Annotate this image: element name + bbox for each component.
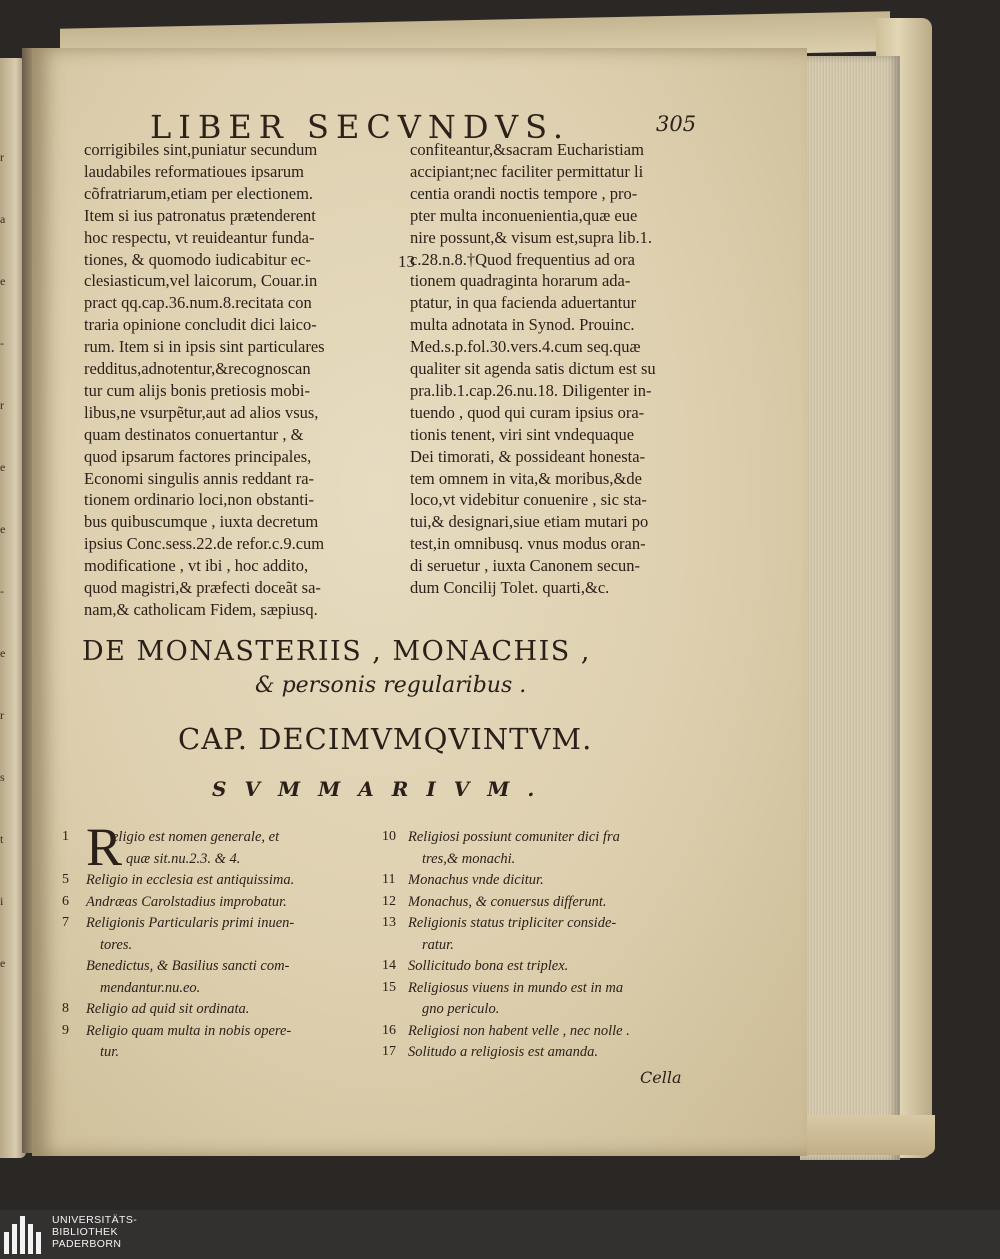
left-column-line: quod ipsarum factores principales, <box>84 446 312 466</box>
summary-entry-number: 15 <box>382 979 396 995</box>
right-column-line: test,in omnibusq. vnus modus oran- <box>410 534 646 554</box>
summary-entry-text: Sollicitudo bona est triplex. <box>408 958 569 974</box>
right-column-line: multa adnotata in Synod. Prouinc. <box>410 315 635 335</box>
right-column-line: Med.s.p.fol.30.vers.4.cum seq.quæ <box>410 337 641 357</box>
library-footer-bar <box>0 1210 1000 1259</box>
summary-entry-text: Solitudo a religiosis est amanda. <box>408 1044 598 1060</box>
summary-entry-number: 7 <box>62 915 69 930</box>
right-column-line: pra.lib.1.cap.26.nu.18. Diligenter in- <box>410 380 652 400</box>
left-column-line: tur cum alijs bonis pretiosis mobi- <box>84 380 310 400</box>
left-page-fragment: e <box>0 460 6 474</box>
right-column-line: centia orandi noctis tempore , pro- <box>410 183 638 203</box>
chapter-title: CAP. DECIMVMQVINTVM. <box>178 722 593 756</box>
left-column-line: rum. Item si in ipsis sint particulares <box>84 337 325 357</box>
summary-entry-number: 13 <box>382 915 396 930</box>
summary-entry-text: Monachus vnde dicitur. <box>408 872 544 888</box>
summary-entry-number: 5 <box>62 872 69 887</box>
summary-entry-text: Religio ad quid sit ordinata. <box>86 1001 250 1017</box>
left-column-line: laudabiles reformatioues ipsarum <box>84 161 304 181</box>
right-column-line: c.28.n.8.†Quod frequentius ad ora <box>410 249 635 269</box>
right-column-line: confiteantur,&sacram Eucharistiam <box>410 140 644 159</box>
summary-entry-text: tores. <box>100 936 133 953</box>
right-column-line: accipiant;nec faciliter permittatur li <box>410 161 644 181</box>
left-page-fragment: a <box>0 212 6 226</box>
summary-entry-text: Religiosi non habent velle , nec nolle . <box>408 1022 630 1039</box>
left-column-line: quod magistri,& præfecti doceãt sa- <box>84 578 321 597</box>
summary-entry-text: mendantur.nu.eo. <box>100 979 201 996</box>
left-page-fragment: t <box>0 832 4 846</box>
section-subheading: & personis regularibus . <box>255 673 527 698</box>
left-column-line: Economi singulis annis reddant ra- <box>84 468 315 488</box>
summary-entry-text: Religio quam multa in nobis opere- <box>86 1022 292 1039</box>
left-column-line: quam destinatos conuertantur , & <box>84 424 304 444</box>
right-column-line: nire possunt,& visum est,supra lib.1. <box>410 227 652 247</box>
summary-entry-text: tres,& monachi. <box>422 850 516 867</box>
summary-entry-number: 12 <box>382 893 396 909</box>
summary-entry-number: 14 <box>382 958 396 973</box>
left-column-line: traria opinione concludit dici laico- <box>84 315 317 335</box>
summary-entry-text: Religio in ecclesia est antiquissima. <box>86 872 295 888</box>
left-page-fragment: - <box>0 584 4 598</box>
drop-cap: R <box>86 817 123 877</box>
library-logo-icon <box>4 1216 42 1254</box>
left-column-line: bus quibuscumque , iuxta decretum <box>84 512 319 532</box>
right-column-line: Dei timorati, & possideant honesta- <box>410 446 646 466</box>
summary-entry-number: 8 <box>62 1001 69 1016</box>
right-column-line: dum Concilij Tolet. quarti,&c. <box>410 578 610 597</box>
right-column-line: tem omnem in vita,& moribus,&de <box>410 468 642 488</box>
left-page-fragment: r <box>0 150 4 164</box>
logo-text-line: PADERBORN <box>52 1238 122 1250</box>
left-column-line: nam,& catholicam Fidem, sæpiusq. <box>84 599 318 619</box>
running-head: LIBER SECVNDVS. <box>150 108 571 146</box>
summary-entry-number: 10 <box>382 829 396 844</box>
summary-entry-text: Benedictus, & Basilius sancti com- <box>86 958 290 974</box>
summary-entry-text: Monachus, & conuersus differunt. <box>408 893 607 910</box>
left-column-line: hoc respectu, vt reuideantur funda- <box>84 227 315 247</box>
right-column-line: tionis tenent, viri sint vndequaque <box>410 424 635 444</box>
left-page-fragment: - <box>0 336 4 350</box>
right-column-line: tionem quadraginta horarum ada- <box>410 271 631 291</box>
logo-text-line: BIBLIOTHEK <box>52 1226 118 1238</box>
summary-entry-text: quæ sit.nu.2.3. & 4. <box>126 850 241 867</box>
left-column-line: libus,ne vsurpẽtur,aut ad alios vsus, <box>84 402 319 422</box>
left-page-fragment: e <box>0 522 6 536</box>
left-page-fragment: i <box>0 894 4 908</box>
left-column-line: tionem ordinario loci,non obstanti- <box>84 490 315 510</box>
left-column-line: redditus,adnotentur,&recognoscan <box>84 359 311 378</box>
left-column-line: corrigibiles sint,puniatur secundum <box>84 140 318 159</box>
summary-entry-text: Religionis status tripliciter conside- <box>408 915 617 931</box>
summary-entry-number: 11 <box>382 872 396 887</box>
summary-entry-text: gno periculo. <box>422 1001 500 1017</box>
summary-entry-number: 6 <box>62 893 69 909</box>
section-heading: DE MONASTERIIS , MONACHIS , <box>82 636 591 667</box>
right-column-line: di seruetur , iuxta Canonem secun- <box>410 556 641 576</box>
summary-entry-number: 1 <box>62 829 69 844</box>
summary-entry-text: tur. <box>100 1044 119 1060</box>
summary-entry-text: eligio est nomen generale, et <box>112 829 280 845</box>
summary-title: SVMMARIVM. <box>212 777 553 801</box>
left-page-fragment: r <box>0 708 4 722</box>
logo-text-line: UNIVERSITÄTS- <box>52 1214 138 1226</box>
left-column-line: modificatione , vt ibi , hoc addito, <box>84 556 309 576</box>
summary-entry-text: Religiosus viuens in mundo est in ma <box>408 979 624 996</box>
summary-entry-text: ratur. <box>422 936 454 953</box>
catchword: Cella <box>640 1068 682 1087</box>
left-column-line: clesiasticum,vel laicorum, Couar.in <box>84 271 318 291</box>
left-column-line: Item si ius patronatus prætenderent <box>84 205 316 225</box>
left-page-fragment: s <box>0 770 5 784</box>
summary-entry-text: Religionis Particularis primi inuen- <box>86 915 295 931</box>
left-page-fragment: r <box>0 398 4 412</box>
summary-entry-number: 9 <box>62 1022 69 1038</box>
right-column-line: tui,& designari,siue etiam mutari po <box>410 512 649 532</box>
summary-entry-text: Andræas Carolstadius improbatur. <box>86 893 287 910</box>
left-column-line: cõfratriarum,etiam per electionem. <box>84 183 314 203</box>
left-column-line: pract qq.cap.36.num.8.recitata con <box>84 293 312 313</box>
left-page-fragment: e <box>0 956 6 970</box>
summary-entry-text: Religiosi possiunt comuniter dici fra <box>408 829 620 845</box>
right-column-line: tuendo , quod qui curam ipsius ora- <box>410 402 645 422</box>
left-page-fragment: e <box>0 646 6 660</box>
summary-entry-number: 16 <box>382 1022 396 1038</box>
right-column-line: loco,vt videbitur conuenire , sic sta- <box>410 490 647 510</box>
margin-note-number: 13 <box>398 252 415 271</box>
left-column-line: tiones, & quomodo iudicabitur ec- <box>84 249 311 269</box>
right-column-line: pter multa inconuenientia,quæ eue <box>410 205 638 225</box>
left-column-line: ipsius Conc.sess.22.de refor.c.9.cum <box>84 534 325 554</box>
summary-entry-number: 17 <box>382 1044 396 1059</box>
left-page-fragment: e <box>0 274 6 288</box>
right-column-line: qualiter sit agenda satis dictum est su <box>410 359 656 378</box>
page-number: 305 <box>656 112 697 136</box>
right-column-line: ptatur, in qua facienda aduertantur <box>410 293 637 313</box>
